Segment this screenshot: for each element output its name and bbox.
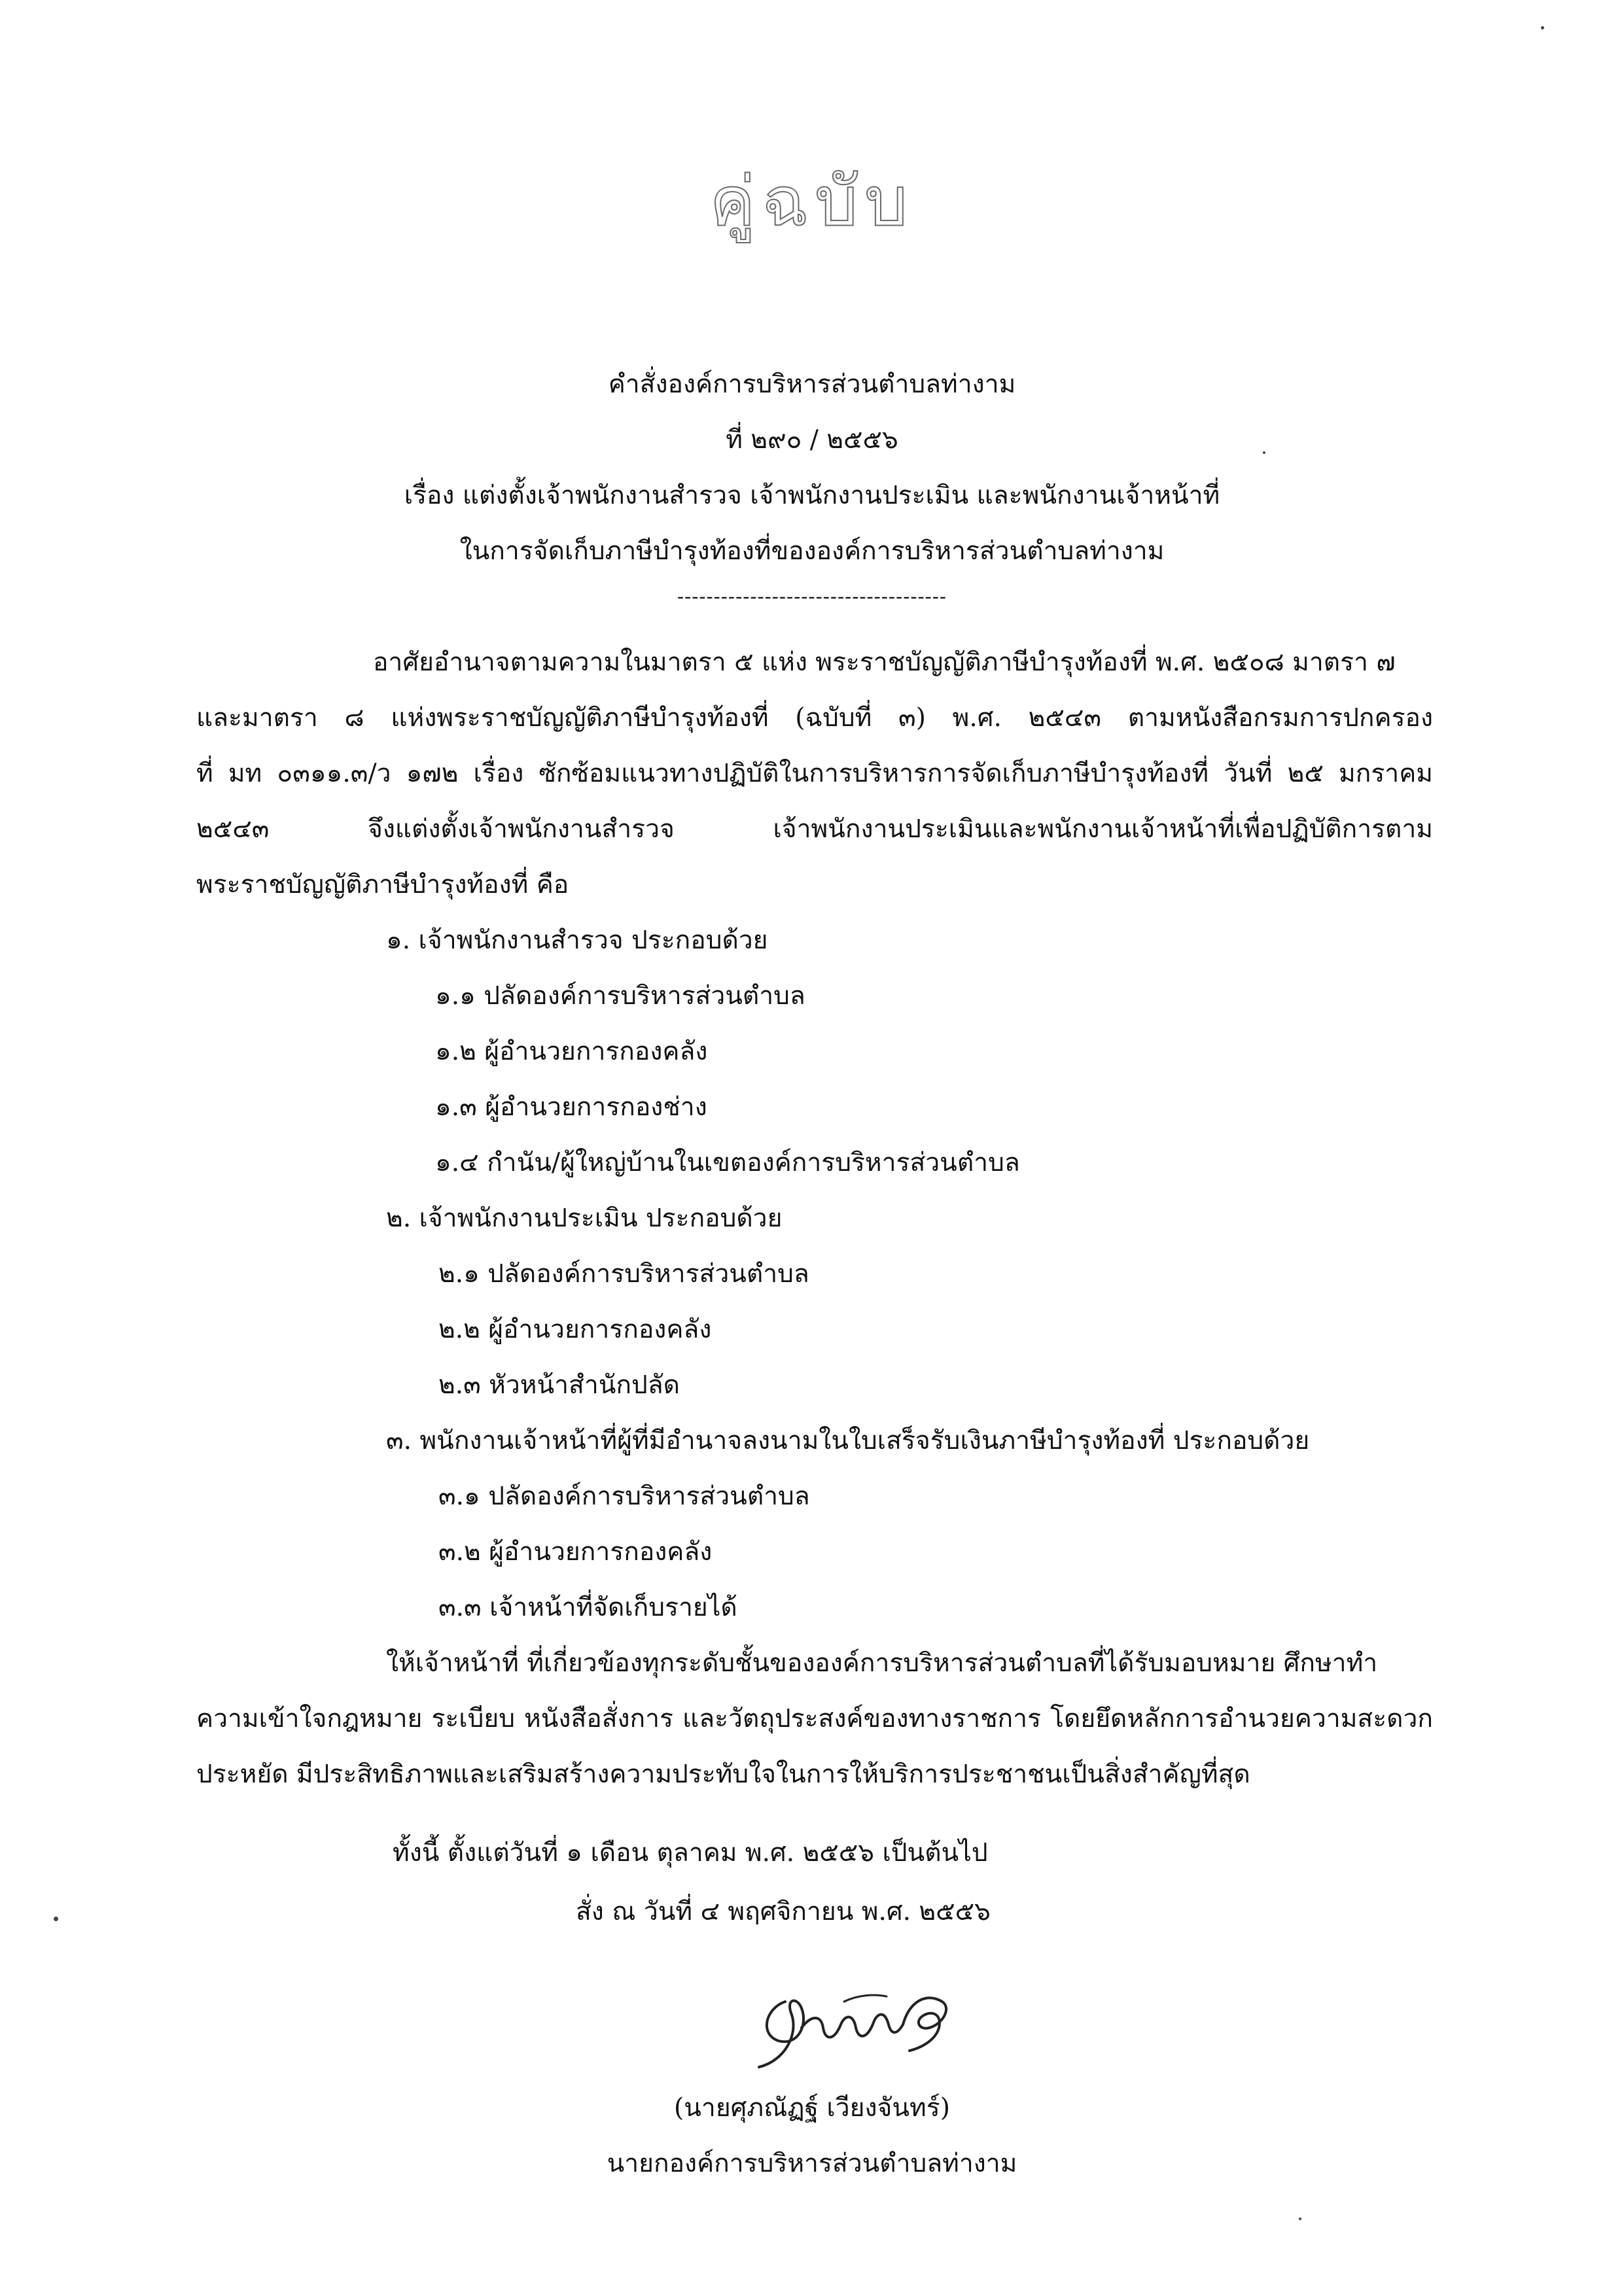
paragraph-1-line-5: พระราชบัญญัติภาษีบำรุงท้องที่ คือ bbox=[196, 870, 569, 899]
paragraph-1-line-4: ๒๕๔๓ จึงแต่งตั้งเจ้าพนักงานสำรวจ เจ้าพนักงานประเมินและพนักงานเจ้าหน้าที่เพื่อปฏิบัติการตาม bbox=[196, 814, 1433, 844]
paragraph-1-line-2: และมาตรา ๘ แห่งพระราชบัญญัติภาษีบำรุงท้องที่ (ฉบับที่ ๓) พ.ศ. ๒๕๔๓ ตามหนังสือกรมการปกครอง bbox=[196, 703, 1433, 733]
effective-date: ทั้งนี้ ตั้งแต่วันที่ ๑ เดือน ตุลาคม พ.ศ. ๒๕๕๖ เป็นต้นไป bbox=[393, 1838, 988, 1868]
order-number: ที่ ๒๙๐ / ๒๕๕๖ bbox=[726, 425, 898, 455]
order-subject-cont: ในการจัดเก็บภาษีบำรุงท้องที่ขององค์การบริหารส่วนตำบลท่างาม bbox=[459, 536, 1165, 566]
signer-name: (นายศุภณัฏฐ์ เวียงจันทร์) bbox=[674, 2093, 950, 2123]
list-item-3-1: ๓.๑ ปลัดองค์การบริหารส่วนตำบล bbox=[438, 1482, 810, 1511]
list-item-2-3: ๒.๓ หัวหน้าสำนักปลัด bbox=[438, 1370, 680, 1400]
list-item-2-1: ๒.๑ ปลัดองค์การบริหารส่วนตำบล bbox=[438, 1259, 809, 1289]
order-subject: เรื่อง แต่งตั้งเจ้าพนักงานสำรวจ เจ้าพนักงานประเมิน และพนักงานเจ้าหน้าที่ bbox=[404, 481, 1220, 510]
list-item-3-2: ๓.๒ ผู้อำนวยการกองคลัง bbox=[438, 1537, 713, 1567]
order-title: คำสั่งองค์การบริหารส่วนตำบลท่างาม bbox=[608, 370, 1016, 399]
scan-speck bbox=[1541, 26, 1544, 29]
paragraph-2-line-3: ประหยัด มีประสิทธิภาพและเสริมสร้างความประทับใจในการให้บริการประชาชนเป็นสิ่งสำคัญที่สุด bbox=[196, 1760, 1250, 1789]
list-item-1-2: ๑.๒ ผู้อำนวยการกองคลัง bbox=[435, 1037, 708, 1066]
list-section-3: ๓. พนักงานเจ้าหน้าที่ผู้ที่มีอำนาจลงนามในใบเสร็จรับเงินภาษีบำรุงท้องที่ ประกอบด้วย bbox=[386, 1426, 1310, 1455]
list-item-2-2: ๒.๒ ผู้อำนวยการกองคลัง bbox=[438, 1315, 712, 1344]
paragraph-2-line-2: ความเข้าใจกฎหมาย ระเบียบ หนังสือสั่งการ และวัตถุประสงค์ของทางราชการ โดยยึดหลักการอำนวยความสะดวก bbox=[196, 1704, 1433, 1733]
signature bbox=[746, 1962, 962, 2074]
signer-position: นายกองค์การบริหารส่วนตำบลท่างาม bbox=[607, 2149, 1017, 2178]
paragraph-1-line-3: ที่ มท ๐๓๑๑.๓/ว ๑๗๒ เรื่อง ซักซ้อมแนวทางปฏิบัติในการบริหารการจัดเก็บภาษีบำรุงท้องที่ วันที่ ๒๕ มกราคม bbox=[196, 759, 1433, 788]
list-item-1-3: ๑.๓ ผู้อำนวยการกองช่าง bbox=[435, 1092, 707, 1122]
paragraph-1-line-1: อาศัยอำนาจตามความในมาตรา ๕ แห่ง พระราชบัญญัติภาษีบำรุงท้องที่ พ.ศ. ๒๕๐๘ มาตรา ๗ bbox=[373, 648, 1396, 677]
scan-speck bbox=[1299, 2218, 1301, 2220]
copy-stamp: คู่ฉบับ bbox=[709, 162, 915, 241]
list-section-2: ๒. เจ้าพนักงานประเมิน ประกอบด้วย bbox=[386, 1204, 783, 1233]
scan-speck bbox=[1263, 451, 1265, 454]
list-section-1: ๑. เจ้าพนักงานสำรวจ ประกอบด้วย bbox=[386, 926, 768, 955]
paragraph-2-line-1: ให้เจ้าหน้าที่ ที่เกี่ยวข้องทุกระดับชั้นขององค์การบริหารส่วนตำบลที่ได้รับมอบหมาย ศึกษาทำ bbox=[386, 1648, 1378, 1678]
header-divider: ------------------------------------- bbox=[677, 585, 947, 608]
list-item-1-1: ๑.๑ ปลัดองค์การบริหารส่วนตำบล bbox=[435, 981, 805, 1011]
order-date: สั่ง ณ วันที่ ๔ พฤศจิกายน พ.ศ. ๒๕๕๖ bbox=[576, 1897, 991, 1926]
list-item-3-3: ๓.๓ เจ้าหน้าที่จัดเก็บรายได้ bbox=[438, 1593, 737, 1622]
scan-speck bbox=[54, 1917, 58, 1921]
list-item-1-4: ๑.๔ กำนัน/ผู้ใหญ่บ้านในเขตองค์การบริหารส่วนตำบล bbox=[435, 1148, 1020, 1177]
